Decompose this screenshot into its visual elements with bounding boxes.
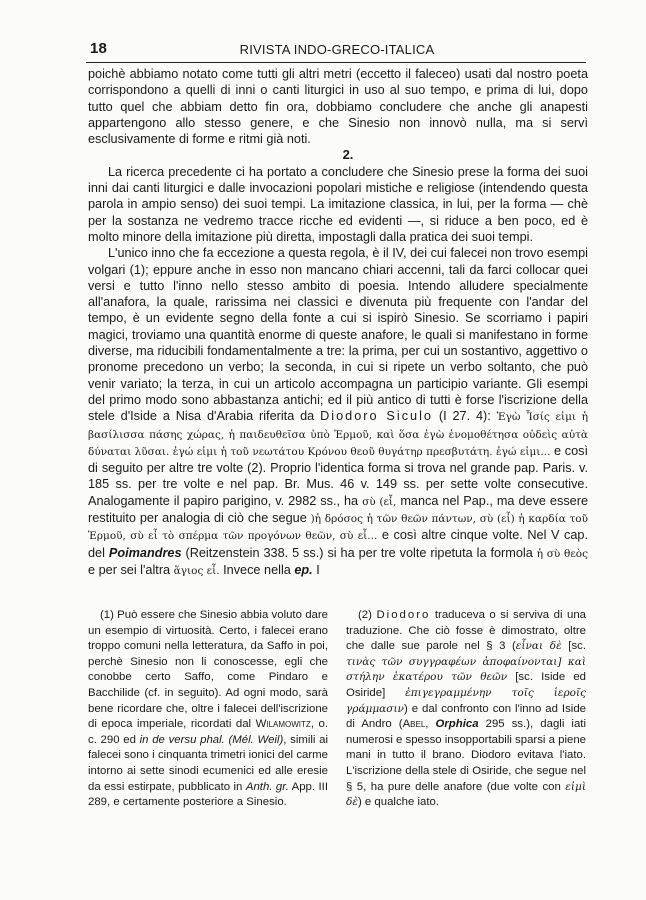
para3-text-2: manca nel Pap., ma deve essere restituito per analogia di ciò che segue	[88, 493, 589, 526]
para3-text-5: e per sei l'altra	[88, 562, 171, 577]
wilamowitz-name: Wilamowitz	[255, 718, 311, 731]
roman-numeral: I	[316, 562, 320, 577]
footnote-2-greek-1: εἶναι δὲ	[515, 640, 562, 653]
para3-text-3: e così altre cinque volte. Nel V cap. del	[88, 528, 589, 560]
abel-name: Abel	[402, 718, 426, 731]
page-number: 18	[90, 40, 108, 57]
paragraph-1: poichè abbiamo notato come tutti gli altri metri (eccetto il faleceo) usati dal nostro poeta corrispondono a quelli di inni o canti liturgici in uso al suo tempo, e prima di lui, dopo tutto quel che abbiam detto fin ora, dobbiamo concludere che anche gli anapesti appartengono allo stesso genere, e che Sinesio non innovò nulla, ma si servì esclusivamente di forme e ritmi già noti.	[88, 67, 588, 147]
footnote-1-text-a: (1) Può essere che Sinesio abbia voluto dare un esempio di virtuosità. Certo, i falecei erano troppo comuni nella letteratura, da Saffo in poi, perchè Sinesio non li conoscesse, egli che conobbe certo Saffo, come Pindaro e Bacchilide (cf. in seguito). Ad ogni modo, sarà bene ricordare che, oltre i falecei dell'iscrizione di epoca imperiale, ricordati dal	[88, 609, 328, 731]
para3-text-a: L'unico inno che fa eccezione a questa regola, è il IV, dei cui falecei non trovo esempi volgari (1); eppure anche in esso non mancano chiari accenni, tali da farci collocar quei versi e tutto l'inno nello stesso ambito di poesia. Intendo alludere specialmente all'anafora, la quale, rarissima nei classici e divenuta più frequente con l'andar del tempo, è un evidente segno della fonte a cui si ispirò Sinesio. Se scorriamo i papiri magici, troviamo una quantità enorme di queste anafore, le quali si manifestano in forme diverse, ma riducibili fondamentalmente a tre: la prima, per cui un sostantivo, aggettivo o pronome precedono un verbo; la seconda, in cui si ripete un verbo soltanto, che può venir variato; la terza, in cui un articolo accompagna un participio variante. Gli esempi del primo modo sono abbastanza antichi; ed il più antico di tutti è forse l'iscrizione della stele d'Iside a Nisa d'Arabia riferita da	[88, 246, 588, 424]
footnote-2-text-e: ) e dal confronto con l'inno ad Iside di Andro (	[346, 702, 586, 731]
para3-text-1: e così di seguito per altre tre volte (2). Proprio l'identica forma si trova nel grande pap. Paris. v. 185 ss. per tre volte e nel pap. Br. Mus. 46 v. 149 ss. per sette volte consecutive. Analogamente il papiro parigino, v. 2982 ss., ha	[88, 443, 588, 508]
ep-abbrev: ep.	[294, 562, 313, 577]
footnote-column-left	[88, 608, 328, 811]
footnote-2-greek-4: εἰμὶ δὲ	[346, 780, 586, 809]
greek-quote-5: ἅγιος εἶ.	[173, 564, 220, 577]
orphica-title: Orphica	[435, 718, 479, 731]
citation: (I 27. 4):	[438, 409, 491, 424]
greek-quote-4: ἡ σὺ θεὸς	[536, 547, 589, 560]
running-header	[86, 40, 588, 60]
footnote-1-text-c: , simili ai falecei sono i cinquanta trimetri ionici del carme intorno ai sette sinodi ecumenici ed alle eresie da essi estirpate, pubblicato in	[88, 733, 328, 793]
footnote-2-greek-3: ἐπιγεγραμμένην τοῖς ἱεροῖς γράμμασιν	[346, 686, 586, 715]
paragraph-2: La ricerca precedente ci ha portato a concludere che Sinesio prese la forma dei suoi inni dai canti liturgici e dalle invocazioni popolari mistiche e religiose (intendendo questa parola in ampio senso) dei suoi tempi. La imitazione classica, in lui, per la forma — chè per la sostanza ne vedremo tracce ricche ed evidenti —, si riduce a ben poco, ed è molto minore della imitazione più diretta, impostagli dalla pratica dei suoi tempi.	[88, 164, 588, 244]
footnote-1	[88, 608, 328, 811]
footnote-2: (2) Diodoro traduceva o si serviva di una traduzione. Che ciò fosse è dimostrato, oltre che dalle sue parole nel § 3 (εἶναι δὲ [sc. τινὰς τῶν συγγραφέων ἀποφαίνονται] καὶ στήλην ἑκατέρου τῶν θεῶν [sc. Iside ed Osiride] ἐπιγεγραμμένην τοῖς ἱεροῖς γράμμασιν) e dal confronto con l'inno ad Iside di Andro (Abel, Orphica 295 ss.), dagli iati numerosi e spesso insopportabili sparsi a piene mani in tutto il brano. Diodoro evitava l'iato. L'iscrizione della stele di Osiride, che segue nel § 5, ha pure delle anafore (due volte con εἰμὶ δὲ) e qualche iato.	[346, 609, 587, 809]
main-text	[88, 66, 588, 579]
footnote-2-text-c: [sc.	[568, 640, 587, 653]
de-versu-title: in de versu phal. (Mél. Weil)	[139, 733, 284, 746]
author-name: Diodoro Siculo	[320, 409, 433, 424]
para3-text-4: (Reitzenstein 338. 5 ss.) si ha per tre volte ripetuta la formola	[185, 545, 533, 560]
footnote-1-text-d: App. III 289, e certamente posteriore a Sinesio.	[88, 780, 328, 809]
footnote-1-text-b: , o. c. 290 ed	[88, 718, 328, 746]
paragraph-3	[88, 245, 588, 579]
footnote-2-greek-2: τινὰς τῶν συγγραφέων ἀποφαίνονται] καὶ στήλην ἑκατέρου τῶν θεῶν	[346, 655, 586, 684]
para3-text-6: Invece nella	[223, 562, 291, 577]
footnote-column-right	[346, 608, 586, 811]
greek-quote-3: )ἡ δρόσος ἡ τῶν θεῶν πάντων, σὺ (εἶ) ἡ καρδία τοῦ Ἑρμοῦ, σὺ εἶ τὸ σπέρμα τῶν προγόνων θεῶν, σὺ εἶ...	[88, 513, 589, 543]
footnote-2-text-d: [sc. Iside ed Osiride]	[346, 671, 586, 699]
greek-quote-1: Ἐγὼ Ἶσίς εἰμι ἡ βασίλισσα πάσης χώρας, ἡ παιδευθεῖσα ὑπὸ Ἑρμοῦ, καὶ ὅσα ἐγὼ ἐνομοθέτησα οὐδεὶς αὐτὰ δύναται λῦσαι. ἐγώ εἰμι ἡ τοῦ νεωτάτου Κρόνου θεοῦ θυγάτηρ πρεσβυτάτη. ἐγώ εἰμι...	[88, 411, 589, 458]
footnote-2-author: Diodoro	[376, 609, 431, 621]
poimandres-title: Poimandres	[108, 545, 182, 560]
header-rule	[86, 62, 586, 63]
footnote-2-text-b: traduceva o si serviva di una traduzione. Che ciò fosse è dimostrato, oltre che dalle sue parole nel § 3 (	[346, 609, 587, 653]
footnote-2-text-g: ) e qualche iato.	[357, 796, 440, 809]
running-title: RIVISTA INDO-GRECO-ITALICA	[239, 42, 435, 57]
footnote-2-text-a: (2)	[358, 609, 372, 621]
footnote-2-text-f: 295 ss.), dagli iati numerosi e spesso insopportabili sparsi a piene mani in tutto il brano. Diodoro evitava l'iato. L'iscrizione della stele di Osiride, che segue nel § 5, ha pure delle anafore (due volte con	[346, 718, 586, 793]
greek-quote-2: σὺ (εἶ,	[362, 495, 397, 508]
section-number: 2.	[342, 147, 354, 163]
anth-title: Anth. gr.	[245, 780, 289, 793]
